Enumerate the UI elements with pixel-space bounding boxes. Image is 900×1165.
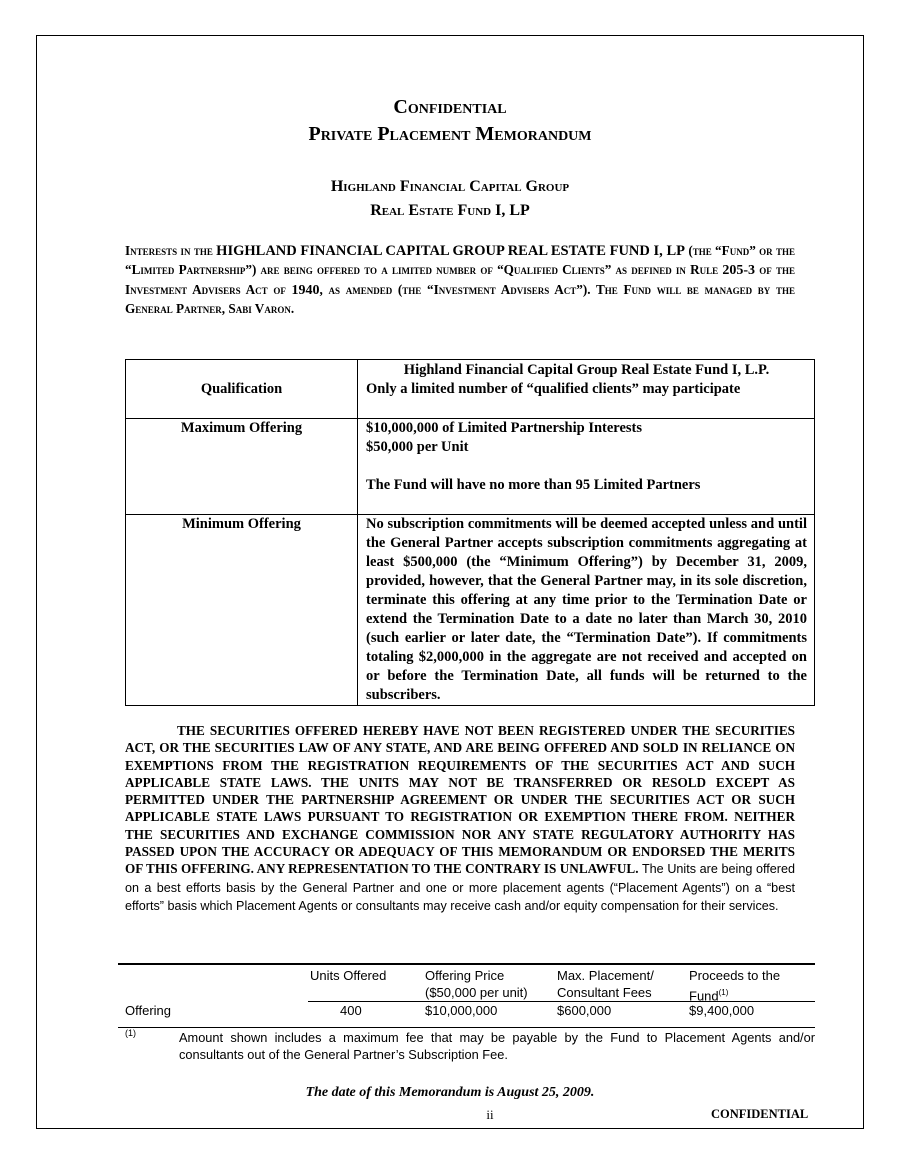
row-label-minimum-offering: Minimum Offering <box>126 515 358 706</box>
intro-part4: , as amended (the “Investment Advisers Act”). The Fund will be managed by the General Partner, Sabi Varon. <box>125 281 795 317</box>
col-offering-price-line2: ($50,000 per unit) <box>425 985 528 1000</box>
max-offering-line2: $50,000 per Unit <box>366 439 469 455</box>
col-proceeds-line1: Proceeds to the <box>689 968 781 983</box>
offering-header-separator <box>308 1001 815 1002</box>
col-fees-line1: Max. Placement/ <box>557 968 654 983</box>
footnote-text: Amount shown includes a maximum fee that may be payable by the Fund to Placement Agents and/or consultants out of the General Partner’s Subscription Fee. <box>179 1030 815 1062</box>
summary-table <box>125 359 815 706</box>
row-value-qualification: Only a limited number of “qualified clients” may participate <box>358 380 815 419</box>
proceeds-footnote-ref: (1) <box>718 988 729 997</box>
intro-fund-name: HIGHLAND FINANCIAL CAPITAL GROUP REAL ESTATE FUND I, LP <box>216 243 685 259</box>
value-proceeds: $9,400,000 <box>689 1003 755 1018</box>
legend-normal-text: The Units are being offered on a best efforts basis by the General Partner and one or more placement agents (“Placement Agents”) on a “best efforts” basis which Placement Agents or consultants may receive cash and/or equity compensation for their services. <box>125 862 795 913</box>
intro-paragraph <box>125 242 795 319</box>
issuer-name: Highland Financial Capital Group <box>330 178 570 195</box>
offering-table-top-rule <box>118 963 815 965</box>
table-row <box>126 419 815 515</box>
summary-header-empty <box>126 360 358 381</box>
legend-bold-text: THE SECURITIES OFFERED HEREBY HAVE NOT BEEN REGISTERED UNDER THE SECURITIES ACT, OR THE SECURITIES LAW OF ANY STATE, AND ARE BEING OFFERED AND SOLD IN RELIANCE ON EXEMPTIONS FROM THE REGISTRATION REQUIREMENTS OF THE SECURITIES ACT AND SUCH APPLICABLE STATE LAWS. THE UNITS MAY NOT BE TRANSFERRED OR RESOLD EXCEPT AS PERMITTED UNDER THE PARTNERSHIP AGREEMENT OR UNDER THE SECURITIES ACT OR SUCH APPLICABLE STATE LAWS PURSUANT TO REGISTRATION OR EXEMPTION THERE FROM. NEITHER THE SECURITIES AND EXCHANGE COMMISSION NOR ANY STATE REGULATORY AUTHORITY HAS PASSED UPON THE ACCURACY OR ADEQUACY OF THIS MEMORANDUM OR ENDORSED THE MERITS OF THIS OFFERING. ANY REPRESENTATION TO THE CONTRARY IS UNLAWFUL. <box>125 723 795 877</box>
doc-title-confidential: Confidential <box>393 96 507 118</box>
max-offering-line1: $10,000,000 of Limited Partnership Interests <box>366 420 643 436</box>
max-offering-line3: The Fund will have no more than 95 Limited Partners <box>366 477 701 493</box>
intro-part2: (the “Fund” or the “Limited Partnership”) are being offered to a limited number of “Qualified Clients” as defined in Rule <box>125 243 795 277</box>
footnote-mark: (1) <box>125 1028 136 1038</box>
intro-part1: Interests in the <box>125 243 217 258</box>
securities-legend <box>125 722 795 915</box>
value-units: 400 <box>340 1003 362 1018</box>
row-value-minimum-offering: No subscription commitments will be deemed accepted unless and until the General Partner accepts subscription commitments aggregating at least $500,000 (the “Minimum Offering”) by December 31, 2009, provided, however, that the General Partner may, in its sole discretion, terminate this offering at any time prior to the Termination Date or extend the Termination Date to a date no later than March 30, 2010 (such earlier or later date, the “Termination Date”). If commitments totaling $2,000,000 in the aggregate are not received and accepted on or before the Termination Date, all funds will be returned to the subscribers. <box>358 515 815 706</box>
row-value-maximum-offering <box>358 419 815 515</box>
offering-table-bottom-rule <box>118 1027 815 1028</box>
intro-year: 1940 <box>291 282 320 298</box>
page-number: ii <box>486 1107 494 1122</box>
summary-header-row <box>126 360 815 381</box>
table-row <box>126 515 815 706</box>
col-fees-line2: Consultant Fees <box>557 985 652 1000</box>
row-label-qualification: Qualification <box>126 380 358 419</box>
intro-rule: 205-3 <box>722 262 756 278</box>
doc-title-ppm: Private Placement Memorandum <box>308 123 592 145</box>
table-row <box>126 380 815 419</box>
memorandum-date: The date of this Memorandum is August 25, 2009. <box>305 1085 595 1100</box>
fund-name: Real Estate Fund I, LP <box>370 202 530 219</box>
col-proceeds-line2: Fund$^{(1)}$ <box>689 988 729 1004</box>
value-price: $10,000,000 <box>425 1003 498 1018</box>
col-offering-price-line1: Offering Price <box>425 968 505 983</box>
value-fees: $600,000 <box>557 1003 612 1018</box>
row-label-maximum-offering: Maximum Offering <box>126 419 358 515</box>
row-label-offering: Offering <box>125 1003 172 1018</box>
footer-confidential: CONFIDENTIAL <box>711 1107 809 1121</box>
col-units-offered: Units Offered <box>310 968 387 983</box>
summary-header: Highland Financial Capital Group Real Estate Fund I, L.P. <box>358 360 815 381</box>
intro-part3: of the Investment Advisers Act of <box>125 261 795 297</box>
